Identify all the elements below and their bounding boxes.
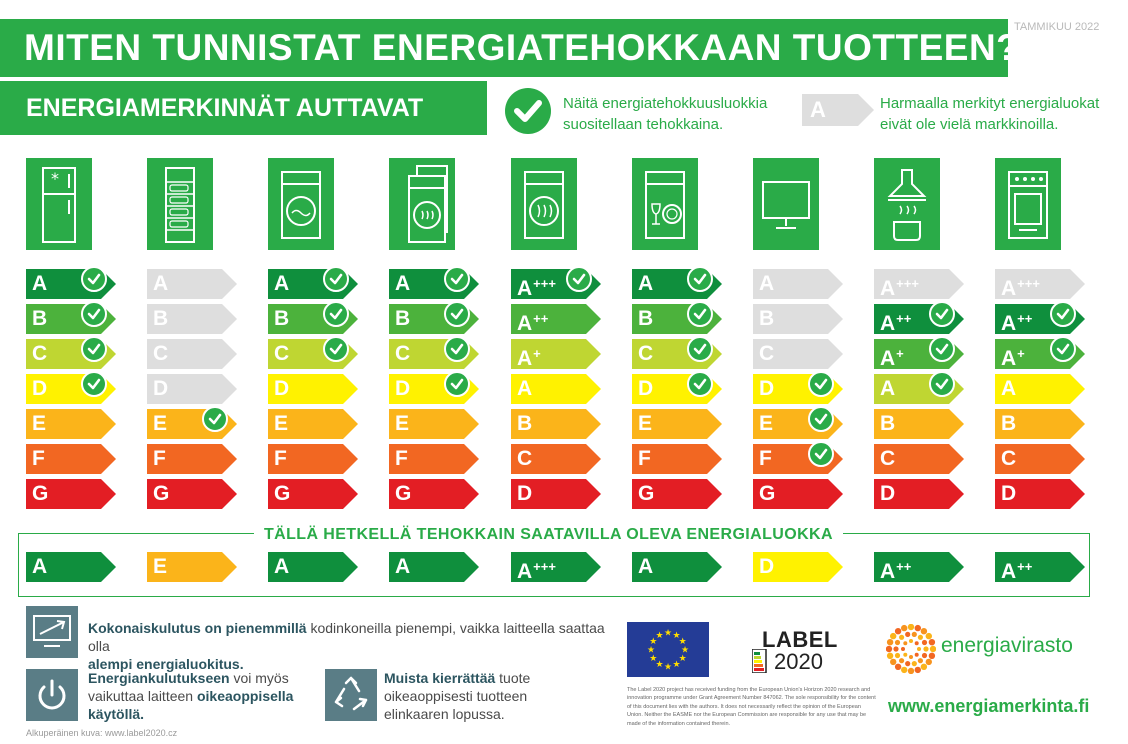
energy-class-arrow <box>268 479 358 509</box>
page-title: MITEN TUNNISTAT ENERGIATEHOKKAAN TUOTTEEN? <box>24 27 1020 68</box>
energy-class-arrow <box>995 374 1085 404</box>
svg-text:★: ★ <box>663 662 673 673</box>
energy-class-letter <box>1001 269 1040 304</box>
energy-class-main: C <box>880 447 896 470</box>
energy-class-main: A <box>759 272 775 295</box>
tip-size-text: kodinkoneilla pienempi, vaikka laitteella saattaa olla <box>88 620 605 654</box>
energy-class-arrow <box>995 269 1085 299</box>
energy-class-main: A <box>880 347 896 370</box>
energy-class-letter <box>880 374 895 404</box>
energy-class-letter <box>517 409 532 439</box>
energy-class-letter <box>395 552 410 582</box>
energy-class-arrow <box>995 444 1085 474</box>
current-class-arrow <box>268 552 358 582</box>
energy-class-letter <box>759 479 775 509</box>
energy-class-arrow <box>995 479 1085 509</box>
svg-text:★: ★ <box>672 630 681 641</box>
energy-class-main: A <box>32 272 48 295</box>
svg-text:★: ★ <box>649 654 658 664</box>
svg-text:★: ★ <box>672 660 681 671</box>
energy-class-letter <box>759 444 772 474</box>
date-label: TAMMIKUU 2022 <box>1014 21 1100 33</box>
energy-class-main: A <box>1001 377 1017 400</box>
eu-flag-logo <box>627 622 709 677</box>
energy-class-letter <box>638 269 653 299</box>
current-class-title: TÄLLÄ HETKELLÄ TEHOKKAIN SAATAVILLA OLEVA ENERGIALUOKKA <box>254 525 843 545</box>
oven-icon <box>995 158 1061 250</box>
energy-class-letter <box>638 552 653 582</box>
energy-class-main: C <box>638 342 654 365</box>
energy-class-main: B <box>274 307 290 330</box>
tip-usage-bold3: käytöllä. <box>88 706 145 722</box>
svg-text:★: ★ <box>655 630 664 641</box>
energy-class-letter <box>1001 479 1016 509</box>
energy-class-arrow <box>874 409 964 439</box>
energy-class-main: F <box>395 447 408 470</box>
tip-usage-bold: Energiankulutukseen <box>88 670 230 686</box>
energy-class-letter <box>517 269 556 304</box>
image-credit: Alkuperäinen kuva: www.label2020.cz <box>26 728 178 738</box>
recommended-check-icon <box>81 371 107 397</box>
energy-class-main: G <box>638 482 655 505</box>
energy-class-arrow <box>268 409 358 439</box>
recommended-check-icon <box>808 406 834 432</box>
eu-disclaimer: The Label 2020 project has received funding from the European Union's Horizon 2020 research and innovation programme under Grant Agreement Number 847062. The sole responsibility for the content of this document lies with the authors. It does not necessarily reflect the opinion of the European Union. Neither the EASME nor the European Commission are responsible for any use that may be made of the information contained therein. <box>627 687 876 727</box>
energy-class-letter <box>395 269 410 299</box>
energy-class-arrow <box>26 479 116 509</box>
energy-class-main: C <box>759 342 775 365</box>
energy-class-plus: + <box>533 346 541 361</box>
energy-class-arrow <box>389 479 479 509</box>
energy-class-main: E <box>153 412 168 435</box>
energy-class-main: A <box>274 272 290 295</box>
recommended-check-icon <box>808 441 834 467</box>
energy-class-letter <box>517 374 532 404</box>
tip-recycle-bold: Muista kierrättää <box>384 670 496 686</box>
energy-class-arrow <box>511 339 601 369</box>
tip-size <box>88 619 608 673</box>
recommended-check-icon <box>81 266 107 292</box>
recommended-check-icon <box>444 371 470 397</box>
energy-class-main: D <box>759 555 775 578</box>
energy-class-main: D <box>517 482 533 505</box>
energy-class-letter <box>1001 374 1016 404</box>
tip-usage-bold2: oikeaoppisella <box>196 688 294 704</box>
power-icon <box>26 669 78 721</box>
energy-class-letter <box>759 304 774 334</box>
energy-class-plus: + <box>896 346 904 361</box>
energy-class-letter <box>638 374 653 404</box>
energy-class-main: E <box>395 412 410 435</box>
tip-recycle-text1: tuote <box>495 670 531 686</box>
energy-class-main: A <box>1001 277 1017 300</box>
recommended-check-icon <box>1050 336 1076 362</box>
energy-class-letter <box>517 444 532 474</box>
energy-class-letter <box>880 269 919 304</box>
energy-class-main: D <box>32 377 48 400</box>
tip-usage-text1: voi myös <box>229 670 289 686</box>
energy-class-letter <box>638 444 651 474</box>
current-class-arrow <box>632 552 722 582</box>
energy-class-letter <box>274 304 289 334</box>
current-class-arrow <box>147 552 237 582</box>
energy-class-main: E <box>153 555 168 578</box>
recommended-check-icon <box>687 336 713 362</box>
energy-class-arrow <box>753 304 843 334</box>
energy-class-letter <box>32 409 46 439</box>
energy-class-letter <box>32 304 47 334</box>
recommended-check-icon <box>444 266 470 292</box>
energiavirasto-name: energiavirasto <box>941 634 1073 657</box>
energy-class-arrow <box>389 444 479 474</box>
recommended-check-icon <box>566 266 592 292</box>
energy-class-main: G <box>32 482 49 505</box>
energy-class-main: A <box>517 277 533 300</box>
svg-text:★: ★ <box>646 645 656 656</box>
energy-class-letter <box>395 479 411 509</box>
energy-class-letter <box>32 374 47 404</box>
tip-size-bold1: Kokonaiskulutus on pienemmillä <box>88 620 307 636</box>
energy-class-letter <box>759 552 774 582</box>
energy-class-letter <box>517 479 532 509</box>
energy-class-main: A <box>638 272 654 295</box>
energy-class-letter <box>32 552 47 582</box>
legend-grey-letter: A <box>810 97 826 122</box>
energy-class-arrow <box>632 479 722 509</box>
energy-class-arrow <box>147 374 237 404</box>
energy-class-main: C <box>32 342 48 365</box>
energy-class-plus: +++ <box>896 276 919 291</box>
legend-recommended-line1: Näitä energiatehokkuusluokkia <box>563 95 768 112</box>
energy-class-main: A <box>1001 560 1017 583</box>
energy-class-letter <box>274 479 290 509</box>
washing-machine-icon <box>268 158 334 250</box>
energy-class-main: F <box>638 447 651 470</box>
energy-class-main: D <box>274 377 290 400</box>
energy-class-letter <box>517 552 556 587</box>
energy-class-main: G <box>153 482 170 505</box>
energy-class-main: F <box>274 447 287 470</box>
recommended-check-icon <box>323 336 349 362</box>
energy-class-arrow <box>26 409 116 439</box>
legend-recommended-text <box>563 93 767 135</box>
recycle-icon <box>325 669 377 721</box>
energy-class-main: B <box>880 412 896 435</box>
energy-class-letter <box>517 304 548 339</box>
energy-class-letter <box>1001 304 1032 339</box>
recommended-check-icon <box>505 88 551 134</box>
energy-class-main: F <box>32 447 45 470</box>
energy-class-main: A <box>1001 312 1017 335</box>
energy-class-letter <box>1001 444 1016 474</box>
legend-grey-line1: Harmaalla merkityt energialuokat <box>880 95 1100 112</box>
energy-class-letter <box>32 444 45 474</box>
energy-class-letter <box>759 374 774 404</box>
energy-class-main: C <box>395 342 411 365</box>
energy-class-plus: + <box>1017 346 1025 361</box>
energy-class-main: A <box>880 312 896 335</box>
energy-class-arrow <box>511 444 601 474</box>
energy-class-main: A <box>638 555 654 578</box>
energy-class-arrow <box>874 269 964 299</box>
energy-class-letter <box>880 552 911 587</box>
energy-class-letter <box>638 409 652 439</box>
energy-class-main: A <box>880 560 896 583</box>
energy-class-letter <box>274 409 288 439</box>
energy-class-plus: ++ <box>896 311 912 326</box>
energy-class-letter <box>153 339 168 369</box>
energy-class-letter <box>517 339 541 374</box>
energy-class-letter <box>32 479 48 509</box>
tv-icon <box>753 158 819 250</box>
energy-class-main: C <box>1001 447 1017 470</box>
energy-class-main: B <box>153 307 169 330</box>
svg-text:★: ★ <box>678 637 687 647</box>
tumble-dryer-icon <box>511 158 577 250</box>
energy-class-letter <box>153 479 169 509</box>
energy-class-arrow <box>147 269 237 299</box>
legend-recommended-line2: suositellaan tehokkaina. <box>563 116 724 133</box>
energy-class-letter <box>153 409 167 439</box>
energy-class-letter <box>395 444 408 474</box>
energy-class-main: D <box>153 377 169 400</box>
energy-class-letter <box>759 409 773 439</box>
energy-class-arrow <box>511 479 601 509</box>
label-logo-word: LABEL <box>762 627 838 652</box>
energy-class-arrow <box>268 374 358 404</box>
energy-class-letter <box>638 339 653 369</box>
current-class-arrow <box>389 552 479 582</box>
energy-class-main: D <box>395 377 411 400</box>
recommended-check-icon <box>1050 301 1076 327</box>
recommended-check-icon <box>929 301 955 327</box>
energy-class-main: D <box>759 377 775 400</box>
recommended-check-icon <box>929 371 955 397</box>
energy-class-letter <box>274 444 287 474</box>
range-hood-icon <box>874 158 940 250</box>
energy-class-arrow <box>632 444 722 474</box>
svg-text:*: * <box>51 169 59 188</box>
title-banner <box>0 19 1020 77</box>
washer-dryer-icon <box>389 158 455 250</box>
current-class-arrow <box>753 552 843 582</box>
legend-grey-line2: eivät ole vielä markkinoilla. <box>880 116 1059 133</box>
recommended-check-icon <box>687 371 713 397</box>
energy-class-letter <box>638 479 654 509</box>
energy-class-letter <box>153 374 168 404</box>
recommended-check-icon <box>929 336 955 362</box>
energy-class-main: A <box>517 312 533 335</box>
energy-class-letter <box>153 304 168 334</box>
energy-class-letter <box>32 269 47 299</box>
current-class-arrow <box>26 552 116 582</box>
energy-class-arrow <box>874 444 964 474</box>
energy-class-main: C <box>153 342 169 365</box>
energy-class-letter <box>395 304 410 334</box>
energy-class-letter <box>274 269 289 299</box>
tip-recycle <box>384 669 604 723</box>
energy-class-arrow <box>268 444 358 474</box>
screen-size-icon <box>26 606 78 658</box>
svg-text:★: ★ <box>649 637 658 647</box>
recommended-check-icon <box>444 336 470 362</box>
tip-usage <box>88 669 318 723</box>
energy-class-letter <box>153 269 168 299</box>
energy-class-main: B <box>759 307 775 330</box>
energy-class-arrow <box>753 269 843 299</box>
energy-class-arrow <box>753 339 843 369</box>
energy-class-arrow <box>874 479 964 509</box>
recommended-check-icon <box>808 371 834 397</box>
energy-class-main: B <box>638 307 654 330</box>
label2020-logo <box>752 625 844 675</box>
energy-class-arrow <box>511 374 601 404</box>
energy-class-main: A <box>1001 347 1017 370</box>
energy-class-letter <box>395 409 409 439</box>
energy-class-arrow <box>632 409 722 439</box>
website-link[interactable]: www.energiamerkinta.fi <box>888 696 1090 716</box>
energy-class-arrow <box>511 409 601 439</box>
energy-class-main: A <box>517 347 533 370</box>
energiavirasto-logo-icon <box>886 624 936 674</box>
energy-class-main: A <box>274 555 290 578</box>
energy-class-plus: +++ <box>533 559 556 574</box>
energy-class-main: A <box>517 377 533 400</box>
energy-class-letter <box>153 552 167 582</box>
recommended-check-icon <box>81 301 107 327</box>
energy-class-main: D <box>1001 482 1017 505</box>
energy-class-main: A <box>880 277 896 300</box>
energy-class-letter <box>274 339 289 369</box>
energy-class-main: F <box>153 447 166 470</box>
energy-class-letter <box>880 444 895 474</box>
tip-recycle-text3: elinkaaren lopussa. <box>384 706 505 722</box>
dishwasher-icon <box>632 158 698 250</box>
energy-class-main: E <box>32 412 47 435</box>
energy-class-letter <box>395 339 410 369</box>
legend-grey-text <box>880 93 1099 135</box>
energy-class-main: A <box>395 555 411 578</box>
energy-class-main: E <box>759 412 774 435</box>
tip-size-bold2: alempi energialuokitus. <box>88 656 244 672</box>
recommended-check-icon <box>444 301 470 327</box>
energy-class-plus: +++ <box>533 276 556 291</box>
energy-class-plus: ++ <box>1017 559 1033 574</box>
energy-class-letter <box>32 339 47 369</box>
energy-class-arrow <box>147 339 237 369</box>
energy-class-arrow <box>147 444 237 474</box>
energy-class-letter <box>880 339 904 374</box>
energy-class-main: B <box>1001 412 1017 435</box>
energy-class-main: A <box>395 272 411 295</box>
energy-class-letter <box>638 304 653 334</box>
energy-class-letter <box>1001 409 1016 439</box>
energy-class-letter <box>395 374 410 404</box>
recommended-check-icon <box>687 266 713 292</box>
energy-class-main: G <box>759 482 776 505</box>
energy-class-letter <box>274 374 289 404</box>
energy-class-main: F <box>759 447 772 470</box>
svg-text:★: ★ <box>663 628 673 639</box>
energy-class-arrow <box>995 409 1085 439</box>
energy-class-main: E <box>638 412 653 435</box>
energy-class-arrow <box>147 479 237 509</box>
legend-grey-arrow <box>802 94 874 131</box>
fridge-icon <box>26 158 92 250</box>
page-subtitle: ENERGIAMERKINNÄT AUTTAVAT <box>26 94 424 122</box>
tip-recycle-text2: oikeaoppisesti tuotteen <box>384 688 528 704</box>
energy-class-main: D <box>880 482 896 505</box>
energy-class-main: C <box>274 342 290 365</box>
energy-class-letter <box>759 269 774 299</box>
recommended-check-icon <box>323 266 349 292</box>
energy-class-arrow <box>511 304 601 334</box>
energy-class-letter <box>880 409 895 439</box>
energy-class-letter <box>153 444 166 474</box>
energy-class-arrow <box>753 479 843 509</box>
energy-class-letter <box>274 552 289 582</box>
current-class-arrow <box>874 552 964 582</box>
recommended-check-icon <box>81 336 107 362</box>
energy-class-main: A <box>153 272 169 295</box>
current-class-arrow <box>995 552 1085 582</box>
energy-class-main: A <box>32 555 48 578</box>
energy-class-main: G <box>395 482 412 505</box>
energy-class-main: D <box>638 377 654 400</box>
energy-class-letter <box>759 339 774 369</box>
energy-class-main: G <box>274 482 291 505</box>
energy-class-plus: ++ <box>896 559 912 574</box>
energy-class-arrow <box>26 444 116 474</box>
svg-text:★: ★ <box>655 660 664 671</box>
energy-class-arrow <box>147 304 237 334</box>
recommended-check-icon <box>202 406 228 432</box>
label-logo-year: 2020 <box>774 649 823 674</box>
tip-usage-text2: vaikuttaa laitteen <box>88 688 197 704</box>
energy-class-plus: ++ <box>1017 311 1033 326</box>
energy-class-letter <box>1001 339 1025 374</box>
svg-text:★: ★ <box>680 645 690 656</box>
wine-cooler-icon <box>147 158 213 250</box>
energy-class-plus: ++ <box>533 311 549 326</box>
energy-class-arrow <box>389 409 479 439</box>
energy-class-letter <box>1001 552 1032 587</box>
energy-class-letter <box>880 304 911 339</box>
energy-class-main: B <box>395 307 411 330</box>
energy-class-main: A <box>880 377 896 400</box>
energy-class-letter <box>880 479 895 509</box>
energy-class-main: B <box>517 412 533 435</box>
svg-text:★: ★ <box>678 654 687 664</box>
current-class-arrow <box>511 552 601 582</box>
energy-class-main: E <box>274 412 289 435</box>
recommended-check-icon <box>323 301 349 327</box>
energy-class-plus: +++ <box>1017 276 1040 291</box>
energy-class-main: A <box>517 560 533 583</box>
subtitle-banner <box>0 81 487 135</box>
energy-class-main: C <box>517 447 533 470</box>
recommended-check-icon <box>687 301 713 327</box>
energy-class-main: B <box>32 307 48 330</box>
